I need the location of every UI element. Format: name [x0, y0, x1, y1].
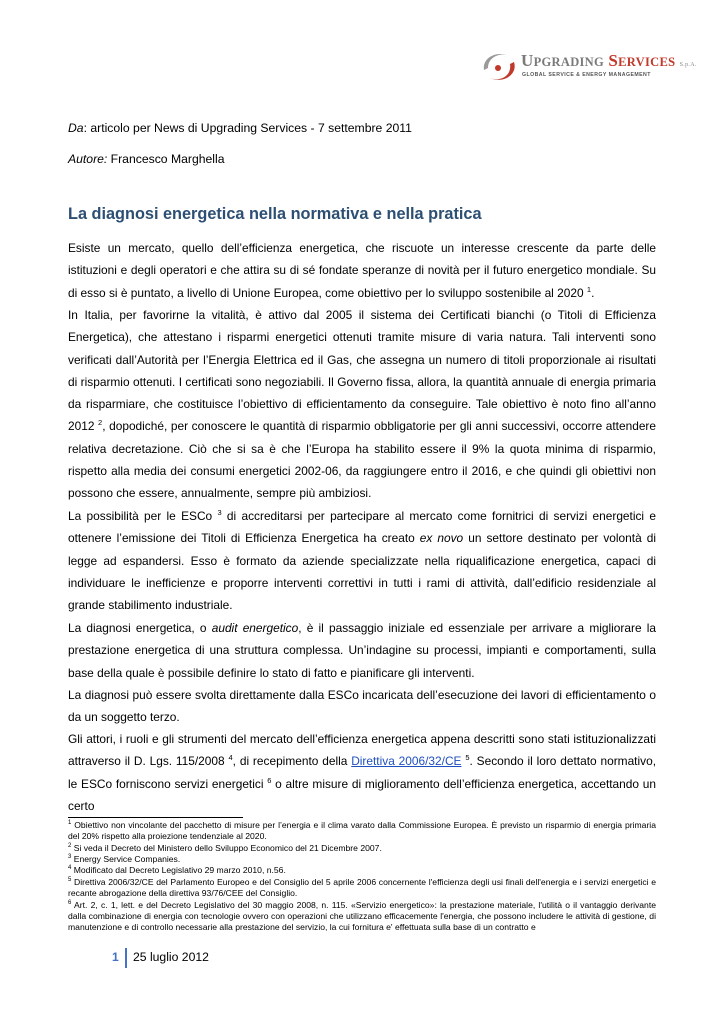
p5-text: La diagnosi può essere svolta direttamente dalla ESCo incaricata dell’esecuzione dei lavori di efficientamento o da un soggetto terzo. — [68, 688, 656, 725]
logo-word-pgrading: PGRADING — [533, 55, 605, 69]
footnote-ref-1: 1 — [586, 284, 592, 294]
footnote-2-text: Si veda il Decreto del Ministero dello Sviluppo Economico del 21 Dicembre 2007. — [71, 843, 382, 853]
p6-mid2: . Secondo il loro dettato normativo, le ESCo forniscono servizi energetici — [68, 754, 656, 791]
source-line — [68, 121, 412, 135]
footnote-5-number: 5 — [68, 877, 72, 884]
logo-letter-s: S — [608, 51, 619, 70]
p2-end: , dopodiché, per conoscere le quantità di risparmio obbligatorie per gli anni successivi, occorre attendere relativa decretazione. Ciò che si sa è che l’Europa ha stabilito essere il 9% la quota minima di risparmio, rispetto alla media dei consumi energetici 2002-06, da raggiungere entro il 2016, e che quindi gli obiettivi non possono che essere, annualmente, sempre più ambiziosi. — [68, 419, 657, 501]
logo-word-ervices: ERVICES — [618, 55, 676, 69]
footnote-4-text: Modificato dal Decreto Legislativo 29 marzo 2010, n.56. — [71, 865, 286, 875]
p3-text: La possibilità per le ESCo — [68, 509, 218, 523]
paragraph-4 — [68, 617, 656, 684]
da-label: Da — [68, 121, 84, 135]
footnote-ref-2: 2 — [98, 418, 103, 428]
p4-text: La diagnosi energetica, o — [68, 621, 212, 635]
footer-divider — [125, 948, 127, 968]
article-title: La diagnosi energetica nella normativa e nella pratica — [68, 205, 482, 223]
author-line — [68, 152, 224, 166]
footnote-4 — [68, 865, 656, 876]
p1-end: . — [591, 285, 595, 300]
footnote-6-number: 6 — [68, 900, 72, 907]
directive-link[interactable]: Direttiva 2006/32/CE — [351, 754, 462, 769]
logo-wordmark — [521, 51, 697, 71]
footer-date: 25 luglio 2012 — [133, 950, 209, 964]
footnote-4-number: 4 — [68, 865, 72, 872]
p6-end: o altre misure di miglioramento dell’efficienza energetica, accettando un certo — [68, 776, 656, 813]
logo-letter-u: U — [521, 51, 534, 70]
footnote-6-text: Art. 2, c. 1, lett. e del Decreto Legislativo del 30 maggio 2008, n. 115. «Servizio energetico»: la prestazione materiale, l'utilità o il vantaggio derivante dalla combinazione di energia con tecnologie ovvero con operazioni che utilizzano efficacemente l'energia, che possono includere le attività di gestione, di manutenzione e di controllo necessarie alla prestazione del servizio, la cui fornitura e' effettuata sulla base di un contratto e — [68, 900, 656, 933]
footnote-3-text: Energy Service Companies. — [71, 854, 181, 864]
footnote-ref-6: 6 — [267, 775, 272, 785]
page-number: 1 — [112, 950, 119, 964]
footnote-ref-5: 5 — [465, 753, 470, 763]
p4-italic: audit energetico — [211, 621, 299, 635]
footnote-6 — [68, 900, 656, 934]
footnote-5 — [68, 877, 656, 899]
p3-end: un settore destinato per volontà di legge ad espandersi. Esso è formato da aziende specializzate nella riqualificazione energetica, capaci di individuare le inefficienze e proporre interventi correttivi in tutti i rami di attività, dall’edificio residenziale al grande stabilimento industriale. — [68, 531, 656, 613]
paragraph-6 — [68, 728, 656, 817]
p3-italic: ex novo — [419, 531, 464, 546]
footnote-1 — [68, 820, 656, 842]
footnote-1-text: Obiettivo non vincolante del pacchetto di misure per l’energia e il clima varato dalla Commissione Europea. È previsto un risparmio di energia primaria del 20% rispetto alla proiezione tendenziale al 2020. — [68, 820, 656, 842]
p3-mid: di accreditarsi per partecipare al mercato come fornitrici di servizi energetici e ottenere l’emissione dei Titoli di Efficienza Energetica ha creato — [68, 509, 656, 546]
paragraph-3 — [68, 505, 656, 616]
footnote-3-number: 3 — [68, 854, 72, 861]
p6-text: Gli attori, i ruoli e gli strumenti del mercato dell’efficienza energetica appena descritti sono stati istituzionalizzati attraverso il D. Lgs. 115/2008 — [68, 732, 656, 769]
paragraph-5 — [68, 684, 656, 729]
footnote-3 — [68, 854, 656, 865]
paragraph-1 — [68, 237, 656, 304]
footnote-ref-3: 3 — [217, 508, 222, 518]
footnote-5-text: Direttiva 2006/32/CE del Parlamento Europeo e del Consiglio del 5 aprile 2006 concernente l'efficienza degli usi finali dell'energia e i servizi energetici e recante abrogazione della direttiva 93/76/CEE del Consiglio. — [68, 877, 656, 899]
logo-tagline: GLOBAL SERVICE & ENERGY MANAGEMENT — [522, 72, 651, 78]
footnote-1-number: 1 — [68, 820, 72, 827]
company-logo — [478, 46, 697, 92]
da-text: : articolo per News di Upgrading Services - 7 settembre 2011 — [83, 121, 412, 135]
swirl-logo-icon — [478, 48, 520, 86]
p2-text: In Italia, per favorirne la vitalità, è attivo dal 2005 il sistema dei Certificati bianchi (o Titoli di Efficienza Energetica), che attestano i risparmi energetici ottenuti tramite misure di varia natura. Tali interventi sono verificati dall’Autorità per l’Energia Elettrica ed il Gas, che assegna un numero di titoli proporzionale ai risultati di risparmio ottenuti. I certificati sono negoziabili. Il Governo fissa, allora, la quantità annuale di energia primaria da risparmiare, che costituisce l’obiettivo di efficientamento da conseguire. Tale obiettivo è noto fino all’anno 2012 — [68, 308, 656, 434]
footnote-2 — [68, 843, 656, 854]
autore-label: Autore: — [68, 152, 108, 166]
p4-end: , è il passaggio iniziale ed essenziale per arrivare a migliorare la prestazione energetica di una struttura complessa. Un’indagine su processi, impianti e comportamenti, sulla base della quale è possibile definire lo stato di fatto e pianificare gli interventi. — [68, 621, 656, 680]
footnote-2-number: 2 — [68, 843, 72, 850]
logo-spa: S.p.A. — [679, 62, 697, 68]
p6-mid: , di recepimento della — [232, 754, 352, 769]
footnote-ref-4: 4 — [228, 753, 233, 763]
footnote-divider — [68, 817, 243, 818]
p1-text: Esiste un mercato, quello dell’efficienza energetica, che riscuote un interesse crescente da parte delle istituzioni e degli operatori e che attira su di sé fondate speranze di novità per il futuro energetico mondiale. Su di esso si è puntato, a livello di Unione Europea, come obiettivo per lo sviluppo sostenibile al 2020 — [68, 241, 656, 300]
autore-text: Francesco Marghella — [107, 152, 225, 166]
paragraph-2 — [68, 304, 656, 505]
